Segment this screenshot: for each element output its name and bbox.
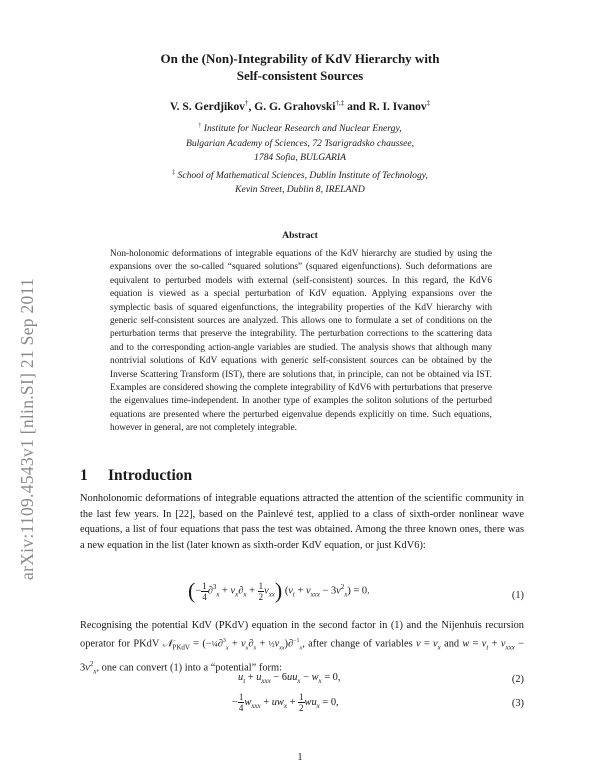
affiliation-line: Bulgarian Academy of Sciences, 72 Tsarigradsko chaussee, bbox=[185, 137, 415, 149]
equation-3-number: (3) bbox=[511, 698, 524, 709]
author-1: V. S. Gerdjikov bbox=[169, 100, 246, 113]
affiliation-line: Institute for Nuclear Research and Nuclear Energy, bbox=[203, 123, 402, 135]
page-number: 1 bbox=[297, 752, 303, 763]
equation-1: (− $\frac{1}{4}$ $\partial^3_x + v_x\partial_x$ + $\frac{1}{2}$ $v_{xx}$) $(v_t + v_{xxx} - 3v^2_x) = 0$. bbox=[188, 578, 370, 603]
equation-2-number: (2) bbox=[511, 674, 524, 685]
abstract-body: Non-holonomic deformations of integrable equations of the KdV hierarchy are studied by using the expansions over the so-called “squared solutions” (squared eigenfunctions). Such deformations are equivalent to perturbed models with external (self-consistent) sources. In this regard, the KdV6 equation is viewed as a special perturbation of KdV equation. Applying expansions over the symplectic basis of squared eigenfunctions, the integrability properties of the KdV hierarchy with generic self-consistent sources are analyzed. This allows one to formulate a set of conditions on the perturbation terms that preserve the integrability. The perturbation corrections to the scattering data and to the corresponding action-angle variables are studied. The analysis shows that although many nontrivial solutions of KdV equations with generic self-consistent sources can be obtained by the Inverse Scattering Transform (IST), there are solutions that, in principle, can not be obtained via IST. Examples are considered showing the complete integrability of KdV6 with perturbations that preserve the eigenvalues time-independent. In another type of examples the soliton solutions of the perturbed equations are presented where the perturbed eigenvalue depends explicitly on time. Such equations, however in general, are not completely integrable. bbox=[110, 249, 492, 434]
author-3: R. I. Ivanov bbox=[368, 100, 427, 113]
title-line-1: On the (Non)-Integrability of KdV Hierarchy with bbox=[160, 51, 440, 66]
equation-2: $u_t + u_{xxx} - 6uu_x - w_x = 0$, bbox=[238, 672, 341, 686]
equation-1-number: (1) bbox=[511, 590, 524, 601]
section-number: 1 bbox=[80, 467, 88, 484]
arxiv-identifier: arXiv:1109.4543v1 [nlin.SI] 21 Sep 2011 bbox=[17, 277, 37, 580]
abstract-heading: Abstract bbox=[282, 230, 318, 241]
paper-title bbox=[100, 50, 500, 84]
equation-3: − $\frac{1}{4}$ $w_{xxx} + uw_x$ + $\frac{1}{2}$ $wu_x = 0$, bbox=[232, 692, 339, 713]
title-line-2: Self-consistent Sources bbox=[236, 68, 364, 83]
affiliation-line: 1784 Sofia, BULGARIA bbox=[254, 152, 346, 164]
affiliation-line: Kevin Street, Dublin 8, IRELAND bbox=[235, 184, 365, 196]
section-title: Introduction bbox=[108, 467, 193, 484]
intro-paragraph-1: Nonholonomic deformations of integrable equations attracted the attention of the scientific community in the last few years. In [22], based on the Painlevé test, applied to a class of sixth-order nonlinear wave equations, a list of four equations that pass the test was obtained. Among the three known ones, there was a new equation in the list (later known as sixth-order KdV equation, or just KdV6): bbox=[80, 493, 524, 551]
author-2: G. G. Grahovski bbox=[254, 100, 336, 113]
author-list: V. S. Gerdjikov†, G. G. Grahovski†,‡ and R. I. Ivanov‡ bbox=[169, 99, 431, 113]
intro-paragraph-2: Recognising the potential KdV (PKdV) equation in the second factor in (1) and the Nijenhuis recursion operator for PKdV 𝒩$_{PKdV}$ = (−¼∂$^3_x$ + $v_x\partial_x$ + $\frac{1}{2}v_{xx})\partial^{-1}_x$, after change of variables $v = v_x$ and $w = v_t + v_{xxx} - 3v^2_x$, one can convert (1) into a “potential” form: bbox=[80, 620, 524, 676]
affiliation-line: School of Mathematical Sciences, Dublin Institute of Technology, bbox=[177, 169, 428, 181]
affiliations: † Institute for Nuclear Research and Nuclear Energy, Bulgarian Academy of Sciences, 72 Tsarigradsko chaussee, 1784 Sofia, BULGARIA ‡ School of Mathematical Sciences, Dublin Institute of Technology, Kevin Street, Dublin 8, IRELAND bbox=[100, 119, 500, 198]
section-heading bbox=[80, 467, 192, 485]
